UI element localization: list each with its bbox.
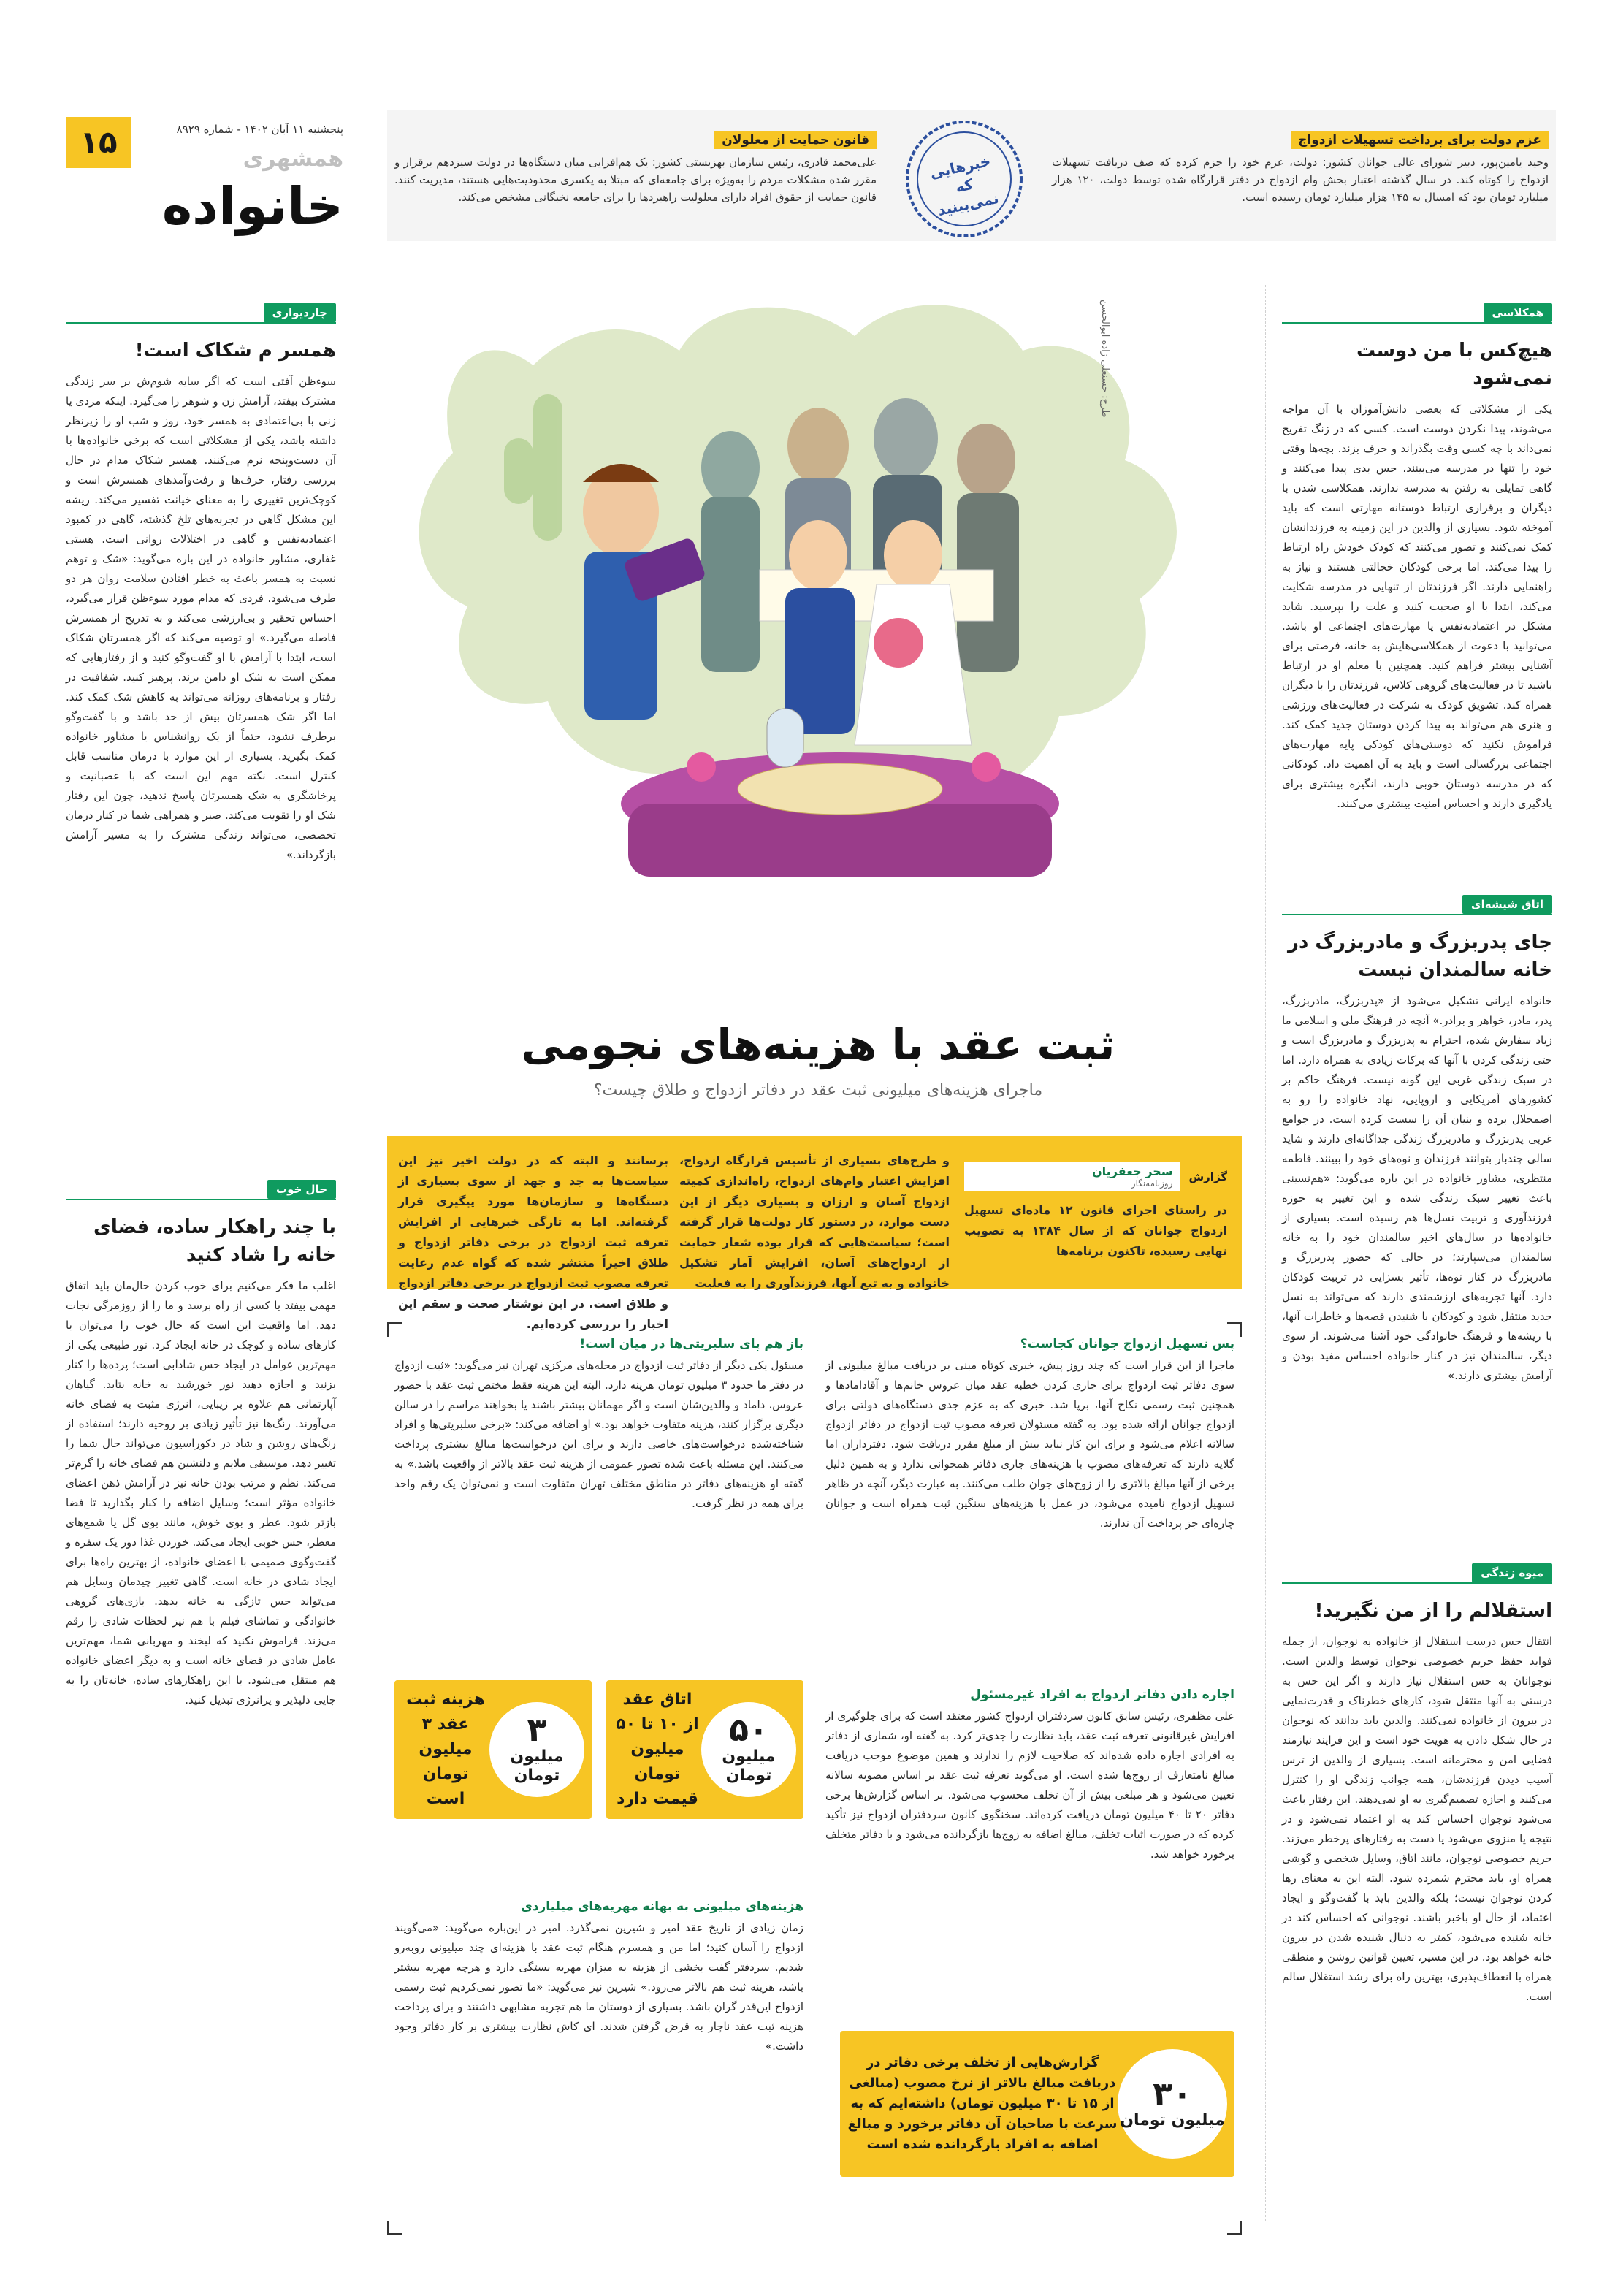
news-stamp xyxy=(902,117,1026,241)
stat-number xyxy=(1118,2049,1227,2159)
main-title: ثبت عقد با هزینه‌های نجومی xyxy=(521,1020,1115,1069)
article-section xyxy=(394,1337,804,1514)
corner-mark xyxy=(1227,2221,1242,2235)
news-title: قانون حمایت از معلولان xyxy=(714,131,877,149)
stat-number xyxy=(489,1702,584,1797)
section-tag: میوه زندگی xyxy=(1472,1563,1552,1582)
section-text: علی مظفری، رئیس سابق کانون سردفتران ازدواج کشور معتقد است که برای جلوگیری از افزایش غیرقانونی تعرفه ثبت عقد، باید نظارت را جدی‌تر کرد. به گفته او، شماری از دفاتر به افرادی اجاره داده شده‌اند که صلاحیت لازم را ندارند و همین موضوع موجب دریافت مبالغ نامتعارف از زوج‌ها شده است. او می‌گوید تعرفه ثبت عقد بر اساس مصوبه سالانه تعیین می‌شود و هر مبلغی بیش از آن تخلف محسوب می‌شود. بر اساس گزارش‌ها برخی دفاتر ۲۰ تا ۴۰ میلیون تومان دریافت کرده‌اند. سخنگوی کانون سردفتران ازدواج نیز تأکید کرده که در صورت اثبات تخلف، مبالغ اضافه به زوج‌ها بازگردانده می‌شود و با دفاتر متخلف برخورد خواهد شد. xyxy=(825,1709,1235,1861)
top-news-left xyxy=(394,131,877,206)
right-column-article xyxy=(1282,895,1552,1386)
right-column-article xyxy=(1282,303,1552,814)
article-text: انتقال حس درست استقلال از خانواده به نوجوان، از جمله فواید حفظ حریم خصوصی نوجوان توسط والدین است. نوجوانان به حس استقلال نیاز دارند و اگر این حس به درستی به آنها منتقل شود، کارهای خطرناک و قدرت‌نمایی در بیرون از خانواده نمی‌کنند. والدین باید بدانند که نوجوان در حال شکل دادن به هویت خود است و این فرایند نیازمند فضایی امن و محترمانه است. بسیاری از والدین از ترس آسیب دیدن فرزندشان، همه جوانب زندگی او را کنترل می‌کنند و اجازه تصمیم‌گیری به او نمی‌دهند. این رفتار باعث می‌شود نوجوان احساس کند به او اعتماد نمی‌شود و در نتیجه یا منزوی می‌شود یا دست به رفتارهای پرخطر می‌زند. حریم خصوصی نوجوان، مانند اتاق، وسایل شخصی و گوشی همراه او، باید محترم شمرده شود. البته این به معنای رها کردن نوجوان نیست؛ بلکه والدین باید با گفت‌وگو و ایجاد اعتماد، از حال او باخبر باشند. نوجوانی که احساس کند در خانه شنیده می‌شود، کمتر به دنبال شنیده شدن در بیرون خانه خواهد بود. در این مسیر، تعیین قوانین روشن و منطقی همراه با انعطاف‌پذیری، بهترین راه برای رشد استقلال سالم است. xyxy=(1282,1635,1552,2003)
article-title: استقلالم را از من نگیرید! xyxy=(1314,1600,1552,1622)
section-tag: همکلاسی xyxy=(1484,303,1553,322)
masthead xyxy=(66,117,343,241)
article-title: هیچ‌کس با من دوست نمی‌شود xyxy=(1356,340,1552,389)
lead-text: و طرح‌های بسیاری از تأسیس قرارگاه ازدواج، افزایش اعتبار وام‌های ازدواج، راه‌اندازی کمیته ازدواج آسان و ارزان و بسیاری دیگر از این دست موارد، در دستور کار دولت‌ها قرار گرفته است؛ سیاست‌هایی که قرار بوده شعار حمایت از ازدواج‌های آسان، افزایش آمار تشکیل خانواده و به تبع آنها، فرزندآوری را به فعلیت xyxy=(679,1153,950,1290)
section-text: زمان زیادی از تاریخ عقد امیر و شیرین نمی‌گذرد. امیر در این‌باره می‌گوید: «می‌گویند ازدواج را آسان کنید؛ اما من و همسرم هنگام ثبت عقد با هزینه‌ای چند میلیونی روبه‌رو شدیم. سردفتر گفت بخشی از هزینه به میزان مهریه بستگی دارد و هرچه مهریه بیشتر باشد، هزینه ثبت هم بالاتر می‌رود.» شیرین نیز می‌گوید: «ما تصور نمی‌کردیم ثبت رسمی ازدواج این‌قدر گران باشد. بسیاری از دوستان ما هم تجربه مشابهی داشتند و برای پرداخت هزینه ثبت عقد ناچار به قرض گرفتن شدند. ای کاش نظارت بیشتری بر کار دفاتر وجود داشت.» xyxy=(394,1921,804,2053)
author-card xyxy=(964,1162,1227,1262)
stat-value: ۳ xyxy=(527,1712,547,1749)
stat-value: ۳۰ xyxy=(1153,2075,1192,2113)
right-divider xyxy=(1265,285,1266,2221)
article-text: خانواده ایرانی تشکیل می‌شود از «پدربزرگ، مادربزرگ، پدر، مادر، خواهر و برادر.» آنچه در فرهنگ ملی و اسلامی ما زیاد سفارش شده، احترام به پدربزرگ و مادربزرگ است و حتی زندگی کردن با آنها که برکات زیادی به همراه دارد. اما در سبک زندگی غربی این گونه نیست. فرهنگ حاکم بر کشورهای آمریکایی و اروپایی، نهاد خانواده را رو به اضمحلال برده و بنیان آن را سست کرده است. در جوامع غربی پدربزرگ و مادربزرگ زندگی جداگانه‌ای دارند و شاید سالی چندبار بتوانند فرزندان و نوه‌های خود را ببینند. فاطمه منتظری، مشاور خانواده در این باره می‌گوید: «هم‌نسینی باعث تغییر سبک زندگی شده و این تغییر به حوزه فرزندآوری و تربیت نسل‌ها هم رسیده است. بسیاری از خانواده‌ها در سال‌های اخیر سالمندان خود را به خانه سالمندان می‌سپارند؛ در حالی که حضور پدربزرگ و مادربزرگ در کنار نوه‌ها، تأثیر بسزایی در تربیت کودکان دارد. آنها تجربه‌های ارزشمندی دارند که می‌تواند به نسل جدید منتقل شود و کودکان با شنیدن قصه‌ها و خاطرات آنها، با ریشه‌ها و فرهنگ خانوادگی خود آشنا می‌شوند. از سوی دیگر، سالمندان نیز در کنار خانواده احساس مفید بودن و آرامش بیشتری دارند.» xyxy=(1282,994,1552,1382)
article-section xyxy=(825,1687,1234,1864)
stat-unit: میلیون تومان xyxy=(1120,2111,1225,2129)
article-section xyxy=(825,1337,1234,1533)
section-text: ماجرا از این قرار است که چند روز پیش، خبری کوتاه مبنی بر دریافت مبالغ میلیونی از سوی دفاتر ثبت ازدواج برای جاری کردن خطبه عقد میان عروس خانم‌ها و آقادامادها و همچنین ثبت رسمی نکاح آنها، برپا شد. خبری که به عزم جدی دستگاه‌های دولتی برای ازدواج جوانان ارائه شده بود. به گفته مسئولان تعرفه مصوب ثبت ازدواج در دفاتر ازدواج سالانه اعلام می‌شود و برای این کار نباید بیش از مبلغ مقرر دریافت شود. دفترداران اما گلایه دارند که تعرفه‌های مصوب با هزینه‌های جاری دفاتر همخوانی ندارد و به همین دلیل برخی از آنها مبالغ بالاتری را از زوج‌های جوان طلب می‌کنند. به عبارت دیگر، آنچه در ظاهر تسهیل ازدواج نامیده می‌شود، در عمل با هزینه‌های سنگین ثبت همراه است و جوانان چاره‌ای جز پرداخت آن ندارند. xyxy=(825,1359,1234,1530)
issue-date: پنجشنبه ۱۱ آبان ۱۴۰۲ - شماره ۸۹۲۹ xyxy=(176,123,343,136)
article-text: یکی از مشکلاتی که بعضی دانش‌آموزان با آن مواجه می‌شوند، پیدا نکردن دوست است. کسی که در زنگ تفریح نمی‌داند با چه کسی وقت بگذراند و حرف بزند. بچه‌ها وقتی خود را تنها در مدرسه می‌بینند، حس بدی پیدا می‌کنند و گاهی تمایلی به رفتن به مدرسه ندارند. همکلاسی شدن با دیگران و برقراری ارتباط دوستانه مهارتی است که باید آموخته شود. بسیاری از والدین در این زمینه به فرزندانشان کمک نمی‌کنند و تصور می‌کنند که کودک خودش راه ارتباط را پیدا می‌کند. اما برخی کودکان خجالتی هستند و نیاز به راهنمایی دارند. اگر فرزندتان از تنهایی در مدرسه شکایت می‌کند، ابتدا با او صحبت کنید و علت را بپرسید. شاید مشکل در اعتمادبه‌نفس یا مهارت‌های اجتماعی او باشد. می‌توانید با دعوت از همکلاسی‌هایش به خانه، فرصتی برای آشنایی بیشتر فراهم کنید. همچنین با معلم او در ارتباط باشید تا در فعالیت‌های گروهی کلاس، فرزندتان را با دیگران همراه کند. تشویق کودک به شرکت در فعالیت‌های ورزشی و هنری هم می‌تواند به پیدا کردن دوستان جدید کمک کند. فراموش نکنید که دوستی‌های کودکی پایه مهارت‌های اجتماعی بزرگسالی است و باید به آن اهمیت داد. کودکانی که در مدرسه دوستان خوبی دارند، انگیزه بیشتری برای یادگیری دارند و احساس امنیت بیشتری می‌کنند. xyxy=(1282,403,1552,810)
page-number: ۱۵ xyxy=(66,117,131,168)
stat-unit: میلیون تومان xyxy=(722,1747,776,1785)
article-title: همسر م شکاک است! xyxy=(134,340,336,362)
stat-number xyxy=(701,1702,796,1797)
article-section xyxy=(394,1899,804,2056)
section-tag: حال خوب xyxy=(267,1180,336,1199)
section-heading: باز هم پای سلبریتی‌ها در میان است! xyxy=(579,1337,804,1351)
article-text: اغلب ما فکر می‌کنیم برای خوب کردن حال‌مان باید اتفاق مهمی بیفتد یا کسی از راه برسد و ما را از روزمرگی نجات دهد. اما واقعیت این است که حال خوب را می‌توان با کارهای ساده و کوچک در خانه ایجاد کرد. نور طبیعی یکی از مهم‌ترین عوامل در ایجاد حس شادابی است؛ پرده‌ها را کنار بزنید و اجازه دهید نور خورشید به خانه بتابد. گیاهان آپارتمانی هم علاوه بر زیبایی، انرژی مثبت به فضای خانه می‌آورند. رنگ‌ها نیز تأثیر زیادی بر روحیه دارند؛ استفاده از رنگ‌های روشن و شاد در دکوراسیون می‌تواند حال شما را تغییر دهد. موسیقی ملایم و دلنشین هم فضای خانه را گرم‌تر می‌کند. نظم و مرتب بودن خانه نیز در آرامش ذهن اعضای خانواده مؤثر است؛ وسایل اضافه را کنار بگذارید تا فضا بازتر شود. عطر و بوی خوش، مانند بوی گل یا شمع‌های معطر، حس خوبی ایجاد می‌کند. خوردن غذا دور یک سفره و گفت‌وگوی صمیمی با اعضای خانواده، از بهترین راه‌ها برای ایجاد شادی در خانه است. گاهی تغییر چیدمان وسایل هم می‌تواند حس تازگی به خانه بدهد. بازی‌های گروهی خانوادگی و تماشای فیلم با هم نیز لحظات شادی را رقم می‌زند. فراموش نکنید که لبخند و مهربانی شما، مهم‌ترین عامل شادی در فضای خانه است و به دیگر اعضای خانواده هم منتقل می‌شود. با این راهکارهای ساده، خانه‌تان را به جایی دلپذیر و پرانرژی تبدیل کنید. xyxy=(66,1279,336,1706)
cartoon-illustration xyxy=(387,263,1249,964)
author-name: سحر جعفریان xyxy=(1091,1164,1173,1178)
corner-mark xyxy=(387,2221,402,2235)
paper-name: همشهری xyxy=(243,146,343,172)
section-tag: چاردیواری xyxy=(264,303,336,322)
stat-desc: اتاق عقد از ۱۰ تا ۵۰ میلیون تومان قیمت دارد xyxy=(616,1690,699,1808)
lead-text: برسانند و البته که در دولت اخیر نیز این سیاست‌ها به جد و جهد از سوی بسیاری از دستگاه‌ها و سازمان‌ها مورد پیگیری قرار گرفته‌اند. اما به تازگی خبرهایی از افزایش تعرفه ثبت ازدواج در برخی دفاتر ازدواج و طلاق اخیراً منتشر شده که گواه عدم رعایت تعرفه مصوب ثبت ازدواج در برخی دفاتر ازدواج و طلاق است. در این نوشتار صحت و سقم این اخبار را بررسی کرده‌ایم. xyxy=(398,1153,668,1331)
main-subtitle: ماجرای هزینه‌های میلیونی ثبت عقد در دفاتر ازدواج و طلاق چیست؟ xyxy=(593,1081,1043,1099)
stat-value: ۵۰ xyxy=(729,1712,768,1749)
report-label: گزارش xyxy=(1188,1170,1227,1183)
article-title: با چند راهکار ساده، فضای خانه را شاد کنید xyxy=(93,1216,336,1266)
left-column-article xyxy=(66,303,336,865)
stat-desc: هزینه ثبت عقد ۳ میلیون تومان است xyxy=(406,1690,485,1808)
stat-unit: میلیون تومان xyxy=(510,1747,564,1785)
stat-desc: گزارش‌هایی از تخلف برخی دفاتر در دریافت مبالغ بالاتر از نرخ مصوب (مبالغی از ۱۵ تا ۳۰ میلیون تومان) داشته‌ایم که به سرعت با صاحبان آن دفاتر برخورد و مبالغ اضافه به افراد بازگردانده شده است xyxy=(847,2055,1118,2152)
section-title: خانواده xyxy=(161,176,343,236)
corner-mark xyxy=(387,1322,402,1337)
stamp-text: خبرهایی که نمی‌بینید xyxy=(928,152,1001,219)
illustration-credit: طرح: حسنعلی زاده‌ ابوالحسن xyxy=(1099,300,1110,418)
lead-text: در راستای اجرای قانون ۱۲ ماده‌ای تسهیل ازدواج جوانان که از سال ۱۳۸۴ به تصویب نهایی رسیده، تاکنون برنامه‌ها xyxy=(964,1203,1227,1258)
news-body: وحید یامین‌پور، دبیر شورای عالی جوانان کشور: دولت، عزم خود را جزم کرده که صف دریافت تسهیلات ازدواج را کوتاه کند. در سال گذشته اعتبار بخش وام ازدواج در دفتر قرارگاه شده توسط دولت، ۱۲۰ هزار میلیارد تومان بود که امسال به ۱۴۵ هزار میلیارد تومان رسیده است. xyxy=(1052,156,1549,204)
top-news-right xyxy=(1052,131,1549,206)
author-role: روزنامه‌نگار xyxy=(1131,1178,1173,1189)
corner-mark xyxy=(1227,1322,1242,1337)
section-heading: پس تسهیل ازدواج جوانان کجاست؟ xyxy=(1020,1337,1234,1351)
section-heading: اجاره دادن دفاتر ازدواج به افراد غیرمسئول xyxy=(970,1687,1234,1702)
article-text: سوءظن آفتی است که اگر سایه شوم‌ش بر سر زندگی مشترک بیفتد، آرامش زن و شوهر را می‌گیرد. اینکه مردی یا زنی با بی‌اعتمادی به همسر خود، روز و شب او را زیرنظر داشته باشد، یکی از مشکلاتی است که برخی خانواده‌ها با آن دست‌وپنجه نرم می‌کنند. همسر شکاک مدام در حال بررسی رفتار، حرف‌ها و رفت‌وآمدهای همسرش است و کوچک‌ترین تغییری را به معنای خیانت تفسیر می‌کند. ریشه این مشکل گاهی در تجربه‌های تلخ گذشته، گاهی در کمبود اعتمادبه‌نفس و گاهی در اختلالات روانی است. هستی غفاری، مشاور خانواده در این باره می‌گوید: «شک و توهم نسبت به همسر باعث به خطر افتادن سلامت روان هر دو طرف می‌شود. فردی که مدام مورد سوءظن قرار می‌گیرد، احساس تحقیر و بی‌ارزشی می‌کند و به تدریج از همسرش فاصله می‌گیرد.» او توصیه می‌کند که اگر همسرتان شکاک است، ابتدا با آرامش با او گفت‌وگو کنید و از رفتارهایی که ممکن است به شک او دامن بزند، پرهیز کنید. شفافیت در رفتار و برنامه‌های روزانه می‌تواند به کاهش شک کمک کند. اما اگر شک همسرتان بیش از حد باشد و با گفت‌وگو برطرف نشود، حتماً از یک روانشناس یا مشاور خانواده کمک بگیرید. بسیاری از این موارد با درمان مناسب قابل کنترل است. نکته مهم این است که با عصبانیت و پرخاشگری به شک همسرتان پاسخ ندهید، چون این رفتار شک او را تقویت می‌کند. صبر و همراهی شما در کنار درمان تخصصی، می‌تواند زندگی مشترک را به مسیر آرامش بازگرداند.» xyxy=(66,375,336,861)
section-text: مسئول یکی دیگر از دفاتر ثبت ازدواج در محله‌های مرکزی تهران نیز می‌گوید: «ثبت ازدواج در دفتر ما حدود ۳ میلیون تومان هزینه دارد. البته این هزینه فقط مختص ثبت عقد با حضور عروس، داماد و والدین‌شان است و اگر مهمانان بیشتر باشند یا بخواهند مراسم را در سالن دیگری برگزار کنند، هزینه متفاوت خواهد بود.» او اضافه می‌کند: «برخی سلبریتی‌ها و افراد شناخته‌شده درخواست‌های خاصی دارند و برای این درخواست‌ها مبالغ بیشتری پرداخت می‌کنند. این مسئله باعث شده تصور عمومی از هزینه ثبت عقد بالاتر از واقعیت باشد.» به گفته او هزینه‌های دفاتر در مناطق مختلف تهران متفاوت است و نمی‌توان یک رقم واحد برای همه در نظر گرفت. xyxy=(394,1359,804,1510)
section-tag: اتاق شیشه‌ای xyxy=(1462,895,1552,914)
news-title: عزم دولت برای پرداخت تسهیلات ازدواج xyxy=(1291,131,1549,149)
right-column-article xyxy=(1282,1563,1552,2007)
stat-box xyxy=(394,1680,592,1819)
left-column-article xyxy=(66,1180,336,1710)
section-heading: هزینه‌های میلیونی به بهانه مهریه‌های میلیاردی xyxy=(521,1899,804,1914)
stat-box xyxy=(606,1680,804,1819)
stat-box xyxy=(840,2031,1234,2177)
article-title: جای پدربزرگ و مادربزرگ در خانه سالمندان نیست xyxy=(1288,931,1552,981)
news-body: علی‌محمد قادری، رئیس سازمان بهزیستی کشور: یک هم‌افزایی میان دستگاه‌ها در دولت سیزدهم برقرار و مقرر شده مشکلات مردم را به‌ویژه برای جامعه‌ای که مبتلا به یکسری محدودیت‌هایی هستند، مدیریت کنند. قانون حمایت از حقوق افراد دارای معلولیت راهبردها را برای جامعه نخبگانی مشخص می‌کند. xyxy=(394,156,877,204)
